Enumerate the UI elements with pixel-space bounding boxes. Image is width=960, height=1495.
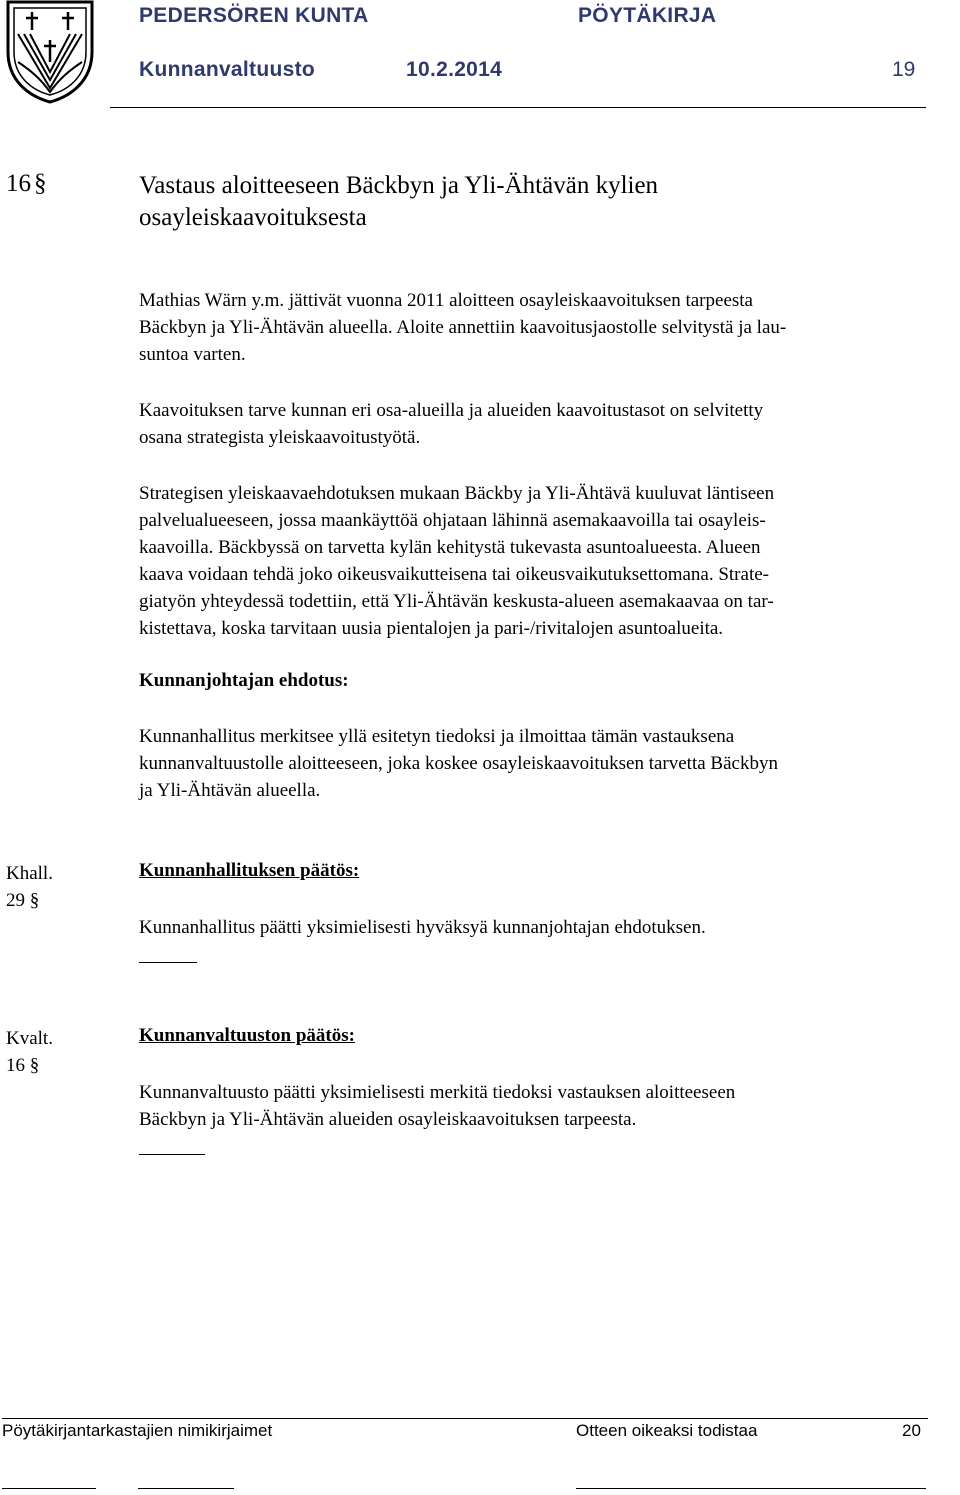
footer-divider bbox=[2, 1418, 928, 1419]
document-type: PÖYTÄKIRJA bbox=[578, 4, 717, 27]
paragraph-initiative bbox=[139, 287, 929, 368]
text-line: kaava voidaan tehdä joko oikeusvaikutteisena tai oikeusvaikutuksettomana. Strate- bbox=[139, 564, 769, 585]
paragraph-strategy bbox=[139, 480, 929, 642]
text-line: kunnanvaltuustolle aloitteeseen, joka koskee osayleiskaavoituksen tarvetta Bäckbyn bbox=[139, 753, 778, 774]
text-line: osana strategista yleiskaavoitustyötä. bbox=[139, 427, 421, 448]
text-line: Bäckbyn ja Yli-Ähtävän alueiden osayleiskaavoituksen tarpeesta. bbox=[139, 1109, 637, 1130]
text-line: Strategisen yleiskaavaehdotuksen mukaan Bäckby ja Yli-Ähtävä kuuluvat läntiseen bbox=[139, 483, 775, 504]
board-decision-heading: Kunnanhallituksen päätös: bbox=[139, 860, 360, 881]
board-label-symbol: § bbox=[29, 890, 40, 911]
text-line: Kaavoituksen tarve kunnan eri osa-alueilla ja alueiden kaavoitustasot on selvitetty bbox=[139, 400, 764, 421]
text-line: giatyön yhteydessä todettiin, että Yli-Ähtävän keskusta-alueen asemakaavaa on tar- bbox=[139, 591, 774, 612]
board-label-number: 29 bbox=[6, 890, 25, 911]
signature-line bbox=[576, 1488, 926, 1489]
proposal-heading: Kunnanjohtajan ehdotus: bbox=[139, 670, 349, 691]
municipality-name: PEDERSÖREN KUNTA bbox=[139, 4, 369, 27]
council-label-line: Kvalt. bbox=[6, 1028, 53, 1049]
header-divider bbox=[110, 107, 926, 108]
council-label-number: 16 bbox=[6, 1055, 25, 1076]
text-line: ja Yli-Ähtävän alueella. bbox=[139, 780, 321, 801]
council-decision-end-rule bbox=[139, 1154, 205, 1155]
header-page-number: 19 bbox=[892, 58, 916, 81]
section-symbol: § bbox=[34, 170, 47, 197]
council-decision-text bbox=[139, 1079, 929, 1133]
paragraph-planning-need bbox=[139, 397, 929, 451]
council-decision-heading: Kunnanvaltuuston päätös: bbox=[139, 1025, 355, 1046]
text-line: Mathias Wärn y.m. jättivät vuonna 2011 aloitteen osayleiskaavoituksen tarpeesta bbox=[139, 290, 753, 311]
text-line: Kunnanhallitus merkitsee yllä esitetyn tiedoksi ja ilmoittaa tämän vastauksena bbox=[139, 726, 735, 747]
text-line: Kunnanhallitus päätti yksimielisesti hyväksyä kunnanjohtajan ehdotuksen. bbox=[139, 917, 706, 938]
board-decision-label bbox=[6, 860, 53, 914]
municipality-crest-logo bbox=[2, 0, 98, 104]
footer-certified-label: Otteen oikeaksi todistaa bbox=[576, 1421, 758, 1440]
section-title-line: Vastaus aloitteeseen Bäckbyn ja Yli-Ähtävän kylien bbox=[139, 172, 659, 199]
council-decision-label bbox=[6, 1025, 53, 1079]
section-title-line: osayleiskaavoituksesta bbox=[139, 204, 367, 231]
footer-page-number: 20 bbox=[902, 1421, 921, 1440]
proposal-text bbox=[139, 723, 929, 804]
text-line: Kunnanvaltuusto päätti yksimielisesti merkitä tiedoksi vastauksen aloitteeseen bbox=[139, 1082, 736, 1103]
board-decision-end-rule bbox=[139, 962, 197, 963]
section-title bbox=[139, 170, 899, 234]
board-label-line: Khall. bbox=[6, 863, 53, 884]
meeting-date: 10.2.2014 bbox=[406, 58, 503, 81]
text-line: kaavoilla. Bäckbyssä on tarvetta kylän kehitystä tukevasta asuntoalueesta. Alueen bbox=[139, 537, 761, 558]
text-line: suntoa varten. bbox=[139, 344, 246, 365]
signature-line bbox=[138, 1488, 234, 1489]
text-line: palvelualueeseen, jossa maankäyttöä ohjataan lähinnä asemakaavoilla tai osayleis- bbox=[139, 510, 766, 531]
footer-initials-label: Pöytäkirjantarkastajien nimikirjaimet bbox=[2, 1421, 273, 1440]
body-name: Kunnanvaltuusto bbox=[139, 58, 315, 81]
council-label-symbol: § bbox=[29, 1055, 40, 1076]
text-line: Bäckbyn ja Yli-Ähtävän alueella. Aloite annettiin kaavoitusjaostolle selvitystä ja lau- bbox=[139, 317, 787, 338]
signature-line bbox=[2, 1488, 96, 1489]
text-line: kistettava, koska tarvitaan uusia pientalojen ja pari-/rivitalojen asuntoalueita. bbox=[139, 618, 724, 639]
section-number: 16 bbox=[6, 170, 31, 197]
board-decision-text bbox=[139, 914, 929, 941]
